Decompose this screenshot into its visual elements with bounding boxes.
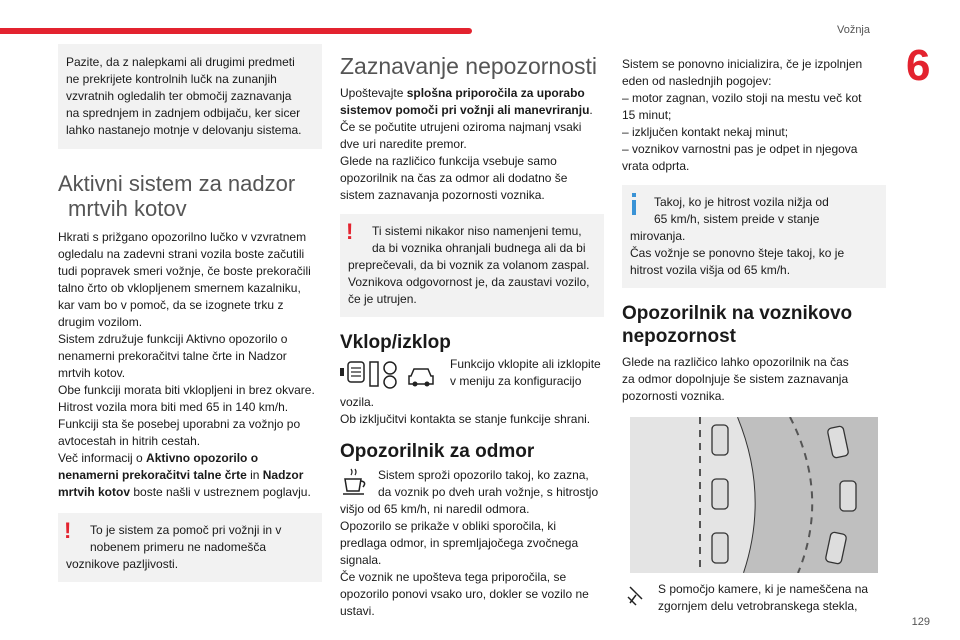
info-line: Takoj, ko je hitrost vozila nižja od xyxy=(654,195,829,209)
section-heading: Aktivni sistem za nadzor xyxy=(58,171,296,196)
body-line: sistem zaznavanja pozornosti voznika. xyxy=(340,188,545,202)
body-line: drugim vozilom. xyxy=(58,315,143,329)
body-line: Funkcijo vklopite ali izklopite xyxy=(450,357,601,371)
condition-line: – voznikov varnostni pas je odpet in njegova xyxy=(622,142,858,156)
body-line: Glede na različico funkcija vsebuje samo xyxy=(340,154,557,168)
body-line: opozorilnik na čas za odmor ali dodatno še xyxy=(340,171,568,185)
warning-line: da bi voznika ohranjali budnega ali da bi xyxy=(372,241,586,255)
info-icon xyxy=(632,193,636,215)
body-line: nenamerni prekoračitvi talne črte in Nadzor xyxy=(58,349,287,363)
header-accent-bar xyxy=(0,28,472,34)
body-line: Obe funkciji morata biti vklopljeni in brez okvare. xyxy=(58,383,315,397)
section-heading: Zaznavanje nepozornosti xyxy=(340,53,597,79)
body-line: v meniju za konfiguracijo xyxy=(450,374,582,388)
body-line: Hkrati s prižgano opozorilno lučko v vzvratnem xyxy=(58,230,307,244)
body-line: tudi popravek smeri vožnje, če boste prekoračili xyxy=(58,264,311,278)
intro-line xyxy=(340,85,604,102)
warning-line: voznikove pazljivosti. xyxy=(66,557,179,571)
subheading: Vklop/izklop xyxy=(340,332,451,353)
note-line: ne prekrijete kontrolnih lučk na zunanjih xyxy=(66,72,277,86)
body-line: Hitrost vozila mora biti med 65 in 140 km/h. xyxy=(58,400,289,414)
condition-line: – motor zagnan, vozilo stoji na mestu več kot xyxy=(622,91,862,105)
body-line: mrtvih kotov. xyxy=(58,366,126,380)
note-box xyxy=(58,44,322,149)
subheading: Opozorilnik na voznikovo xyxy=(622,303,853,324)
body-line: Sistem združuje funkciji Aktivno opozorilo o xyxy=(58,332,288,346)
column-right xyxy=(622,44,886,621)
body-line: višjo od 65 km/h, ni naredil odmora. xyxy=(340,502,530,516)
body-line: Če se počutite utrujeni oziroma najmanj vsaki xyxy=(340,120,582,134)
body-line: Sistem se ponovno inicializira, če je izpolnjen xyxy=(622,57,863,71)
body-line: Glede na različico lahko opozorilnik na čas xyxy=(622,355,849,369)
intro-line xyxy=(340,102,604,119)
body-line: talno črto ob vklopljenem smernem kazalniku, xyxy=(58,281,301,295)
warning-line: To je sistem za pomoč pri vožnji in v xyxy=(90,523,282,537)
intro-bold: splošna priporočila za uporabo xyxy=(406,86,585,100)
section-title: Vožnja xyxy=(836,24,870,36)
column-middle xyxy=(340,44,604,620)
ref-bold: Aktivno opozorilo o xyxy=(146,451,259,465)
warning-box xyxy=(58,513,322,582)
camera-icon xyxy=(626,583,648,614)
body-line: Če voznik ne upošteva tega priporočila, se xyxy=(340,570,567,584)
warning-line: nobenem primeru ne nadomešča xyxy=(90,540,267,554)
warning-line: preprečevali, da bi voznik za volanom zaspal. xyxy=(348,258,590,272)
body-line: ustavi. xyxy=(340,604,375,618)
intro-bold: sistemov pomoči pri vožnji ali manevriranju xyxy=(340,103,590,117)
reference-line xyxy=(58,484,322,501)
body-line: zgornjem delu vetrobranskega stekla, xyxy=(658,599,858,613)
info-line: hitrost vozila višja od 65 km/h. xyxy=(630,263,791,277)
ref-text: boste našli v ustreznem poglavju. xyxy=(130,485,311,499)
section-heading-cont: mrtvih kotov xyxy=(68,196,187,221)
body-line: kar vam bo v pomoč, da se izognete trku z xyxy=(58,298,284,312)
condition-line: vrata odprta. xyxy=(622,159,690,173)
body-line: za odmor dopolnjuje še sistem zaznavanja xyxy=(622,372,849,386)
info-line: mirovanja. xyxy=(630,229,686,243)
note-line: na sprednjem in zadnjem odbijaču, ker sicer xyxy=(66,106,301,120)
car-icon xyxy=(406,364,436,393)
reference-line xyxy=(58,450,322,467)
body-line: ogledalu na zadevni strani vozila boste začutili xyxy=(58,247,305,261)
info-box xyxy=(622,185,886,288)
warning-line: Ti sistemi nikakor niso namenjeni temu, xyxy=(372,224,582,238)
body-line: Ob izključitvi kontakta se stanje funkcije shrani. xyxy=(340,412,591,426)
body-line: avtocestah in hitrih cestah. xyxy=(58,434,201,448)
note-line: Pazite, da z nalepkami ali drugimi predmeti xyxy=(66,55,295,69)
ref-bold: mrtvih kotov xyxy=(58,485,131,499)
chapter-number: 6 xyxy=(906,41,931,90)
body-line: dve uri naredite premor. xyxy=(340,137,467,151)
intro-text: . xyxy=(589,103,593,117)
ref-bold: nenamerni prekoračitvi talne črte xyxy=(58,468,247,482)
vehicle-settings-icon xyxy=(340,360,400,395)
condition-line: 15 minut; xyxy=(622,108,672,122)
body-line: S pomočjo kamere, ki je nameščena na xyxy=(658,582,869,596)
body-line: pozornosti voznika. xyxy=(622,389,725,403)
warning-box xyxy=(340,214,604,317)
reference-line xyxy=(58,467,322,484)
body-line: eden od naslednjih pogojev: xyxy=(622,74,772,88)
info-line: Čas vožnje se ponovno šteje takoj, ko je xyxy=(630,246,845,260)
body-line: Opozorilo se prikaže v obliki sporočila, ki xyxy=(340,519,557,533)
coffee-cup-icon xyxy=(342,467,370,502)
page-number: 129 xyxy=(911,616,930,628)
warning-line: če je utrujen. xyxy=(348,292,417,306)
exclamation-icon: ! xyxy=(64,518,72,543)
body-line: signala. xyxy=(340,553,382,567)
column-left xyxy=(58,44,322,582)
ref-text: Več informacij o xyxy=(58,451,147,465)
body-line: da voznik po dveh urah vožnje, s hitrostjo xyxy=(378,485,599,499)
ref-bold: Nadzor xyxy=(262,468,304,482)
body-line: predlaga odmor, in spremljajočega zvočnega xyxy=(340,536,579,550)
ref-text: in xyxy=(246,468,263,482)
note-line: vzvratnih ogledalih ter območij zaznavanja xyxy=(66,89,292,103)
condition-line: – izključen kontakt nekaj minut; xyxy=(622,125,789,139)
body-line: Sistem sproži opozorilo takoj, ko zazna, xyxy=(378,468,589,482)
subheading: Opozorilnik za odmor xyxy=(340,441,535,462)
note-line: lahko nastanejo motnje v delovanju sistema. xyxy=(66,123,302,137)
info-line: 65 km/h, sistem preide v stanje xyxy=(654,212,820,226)
warning-line: Voznikova odgovornost je, da zaustavi vozilo, xyxy=(348,275,590,289)
body-line: Funkciji sta še posebej uporabni za vožnjo po xyxy=(58,417,301,431)
subheading-cont: nepozornost xyxy=(622,326,736,347)
exclamation-icon: ! xyxy=(346,219,354,244)
intro-text: Upoštevajte xyxy=(340,86,407,100)
body-line: vozila. xyxy=(340,395,375,409)
body-line: opozorilo ponovi vsako uro, dokler se vozilo ne xyxy=(340,587,589,601)
lane-illustration xyxy=(630,417,878,573)
